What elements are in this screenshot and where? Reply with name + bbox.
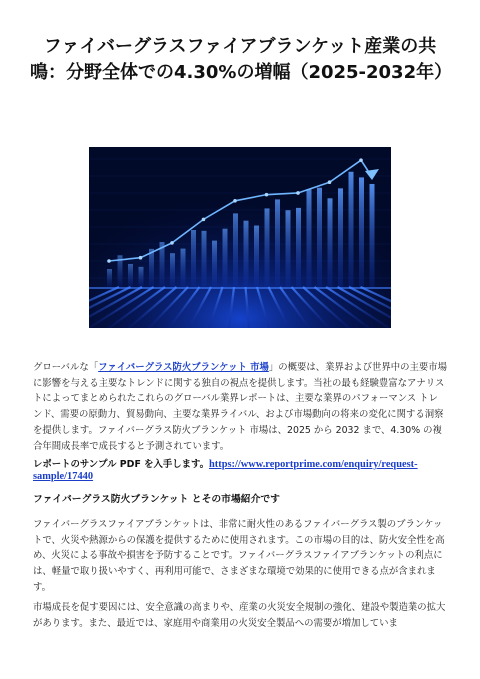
chart-bar [233, 213, 238, 287]
market-link[interactable]: ファイバーグラス防火ブランケット 市場 [98, 362, 269, 373]
chart-bar [202, 231, 207, 287]
chart-bar [170, 253, 175, 287]
sample-link[interactable]: https://www.reportprime.com/enquiry/request-sample/17440 [33, 459, 418, 482]
chart-bar [296, 208, 301, 287]
trend-point [107, 259, 111, 263]
chart-bar [181, 249, 186, 287]
chart-bar [275, 199, 280, 287]
sample-request [33, 459, 447, 483]
intro-paragraph [33, 360, 447, 454]
trend-point [296, 191, 300, 195]
trend-point [359, 158, 363, 162]
chart-bar [349, 172, 354, 287]
sample-label: レポートのサンプル PDF を入手します。 [33, 459, 209, 470]
chart-bar [212, 241, 217, 287]
chart-bar [317, 188, 322, 287]
chart-bar [128, 264, 133, 287]
chart-bar [286, 210, 291, 287]
chart-bar [107, 269, 112, 287]
chart-bar [328, 198, 333, 287]
chart-bar [307, 189, 312, 287]
chart-bar [338, 188, 343, 287]
chart-bar [359, 177, 364, 287]
section-heading: ファイバーグラス防火ブランケット とその市場紹介です [33, 494, 280, 505]
trend-point [202, 218, 206, 222]
page-title: ファイバーグラスファイアブランケット産業の共鳴：分野全体での4.30%の増幅（2025-2032年） [30, 36, 453, 83]
chart-bar [149, 249, 154, 287]
chart-bar [370, 184, 375, 287]
chart-bar [254, 226, 259, 287]
chart-bar [223, 229, 228, 287]
chart-bar [244, 221, 249, 287]
intro-body: 」の概要は、業界および世界中の主要市場に影響を与える主要なトレンドに関する独自の視点を提供します。当社の最も経験豊富なアナリストによってまとめられたこれらのグローバル業界レポートは、主要な業界のパフォーマンス トレンド、需要の原動力、貿易動向、主要な業界ライバル、および市場動向の将来の変化に関する洞察を提供します。ファイバーグラス防火ブランケット 市場は、2025 から 2032 まで、4.30% の複合年間成長率で成長すると予測されています。 [33, 362, 447, 452]
market-description-paragraph: ファイバーグラスファイアブランケットは、非常に耐火性のあるファイバーグラス製のブランケットで、火災や熱源からの保護を提供するために使用されます。この市場の目的は、防火安全性を高め、火災による事故や損害を予防することです。ファイバーグラスファイアブランケットの利点には、軽量で取り扱いやすく、再利用可能で、さまざまな環境で効果的に使用できる点が含まれます。 [33, 519, 445, 593]
trend-point [328, 180, 332, 184]
floor-horizon [89, 287, 391, 289]
hero-image [89, 147, 391, 328]
growth-drivers-paragraph: 市場成長を促す要因には、安全意識の高まりや、産業の火災安全規制の強化、建設や製造業の拡大があります。また、最近では、家庭用や商業用の火災安全製品への需要が増加していま [33, 602, 446, 629]
chart-bar [265, 208, 270, 287]
trend-point [139, 256, 143, 260]
trend-point [233, 199, 237, 203]
intro-prefix: グローバルな「 [33, 362, 99, 373]
chart-bar [191, 230, 196, 287]
trend-point [265, 193, 269, 197]
chart-bar [139, 267, 144, 287]
trend-point [170, 241, 174, 245]
growth-chart-illustration [89, 147, 391, 328]
